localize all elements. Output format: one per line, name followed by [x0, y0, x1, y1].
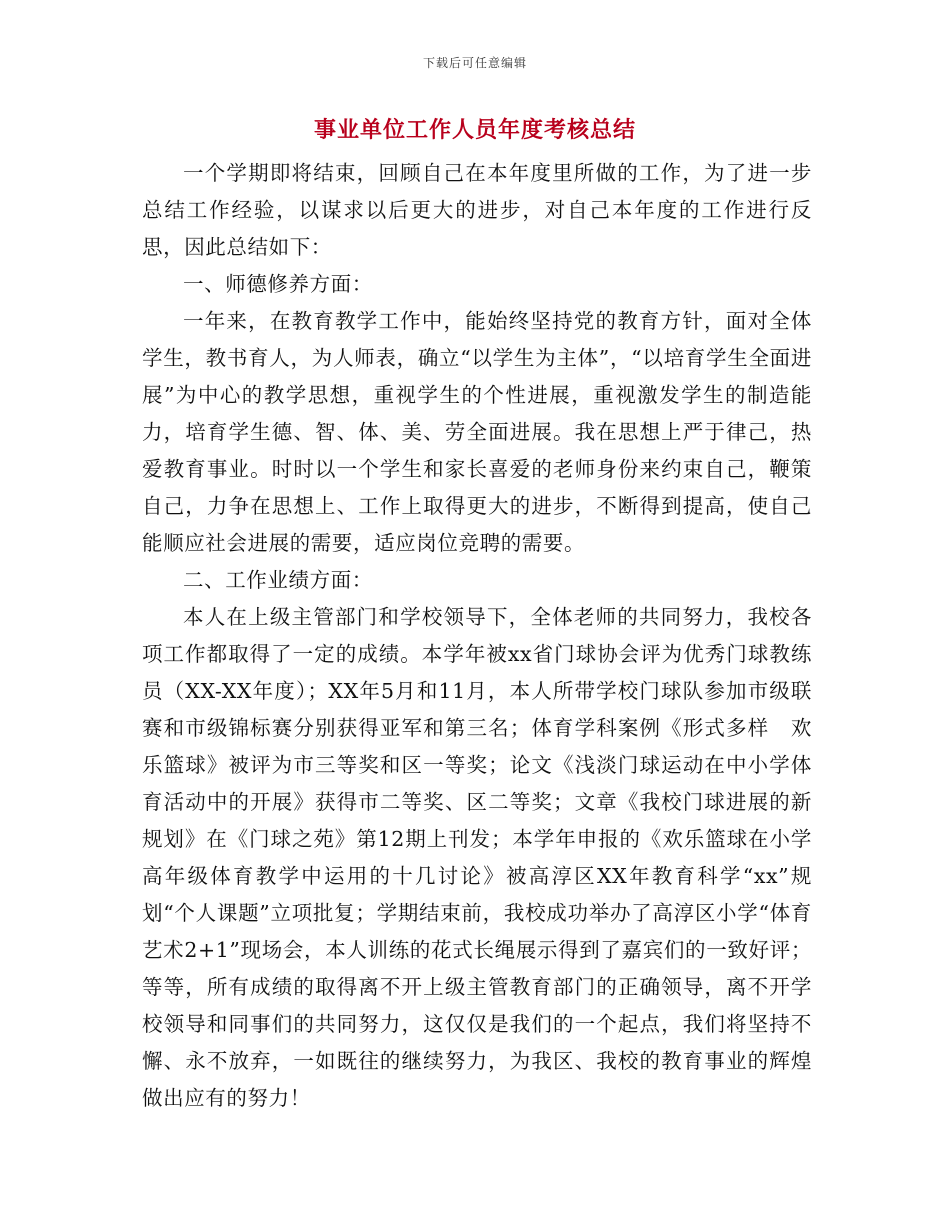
document-title: 事业单位工作人员年度考核总结	[313, 117, 636, 143]
document-body	[142, 155, 812, 1117]
paragraph-achievements: 本人在上级主管部门和学校领导下，全体老师的共同努力，我校各项工作都取得了一定的成绩。本学年被xx省门球协会评为优秀门球教练员（XX-XX年度）；XX年5月和11月，本人所带学校门球队参加市级联赛和市级锦标赛分别获得亚军和第三名；体育学科案例《形式多样 欢乐篮球》被评为市三等奖和区一等奖；论文《浅淡门球运动在中小学体育活动中的开展》获得市二等奖、区二等奖；文章《我校门球进展的新规划》在《门球之苑》第12期上刊发；本学年申报的《欢乐篮球在小学高年级体育教学中运用的十几讨论》被高淳区XX年教育科学“xx”规划“个人课题”立项批复；学期结束前，我校成功举办了高淳区小学“体育艺术2+1”现场会，本人训练的花式长绳展示得到了嘉宾们的一致好评；等等，所有成绩的取得离不开上级主管教育部门的正确领导，离不开学校领导和同事们的共同努力，这仅仅是我们的一个起点，我们将坚持不懈、永不放弃，一如既往的继续努力，为我区、我校的教育事业的辉煌做出应有的努力！	[142, 605, 812, 1110]
paragraph-intro: 一个学期即将结束，回顾自己在本年度里所做的工作，为了进一步总结工作经验，以谋求以后更大的进步，对自己本年度的工作进行反思，因此总结如下：	[142, 161, 812, 259]
section-heading-ethics: 一、师德修养方面：	[183, 272, 373, 296]
section-heading-achievements: 二、工作业绩方面：	[183, 568, 373, 592]
paragraph-ethics: 一年来，在教育教学工作中，能始终坚持党的教育方针，面对全体学生，教书育人，为人师表，确立“以学生为主体”，“以培育学生全面进展”为中心的教学思想，重视学生的个性进展，重视激发学生的制造能力，培育学生德、智、体、美、劳全面进展。我在思想上严于律己，热爱教育事业。时时以一个学生和家长喜爱的老师身份来约束自己，鞭策自己，力争在思想上、工作上取得更大的进步，不断得到提高，使自己能顺应社会进展的需要，适应岗位竞聘的需要。	[142, 309, 812, 555]
header-note: 下载后可任意编辑	[422, 56, 527, 70]
